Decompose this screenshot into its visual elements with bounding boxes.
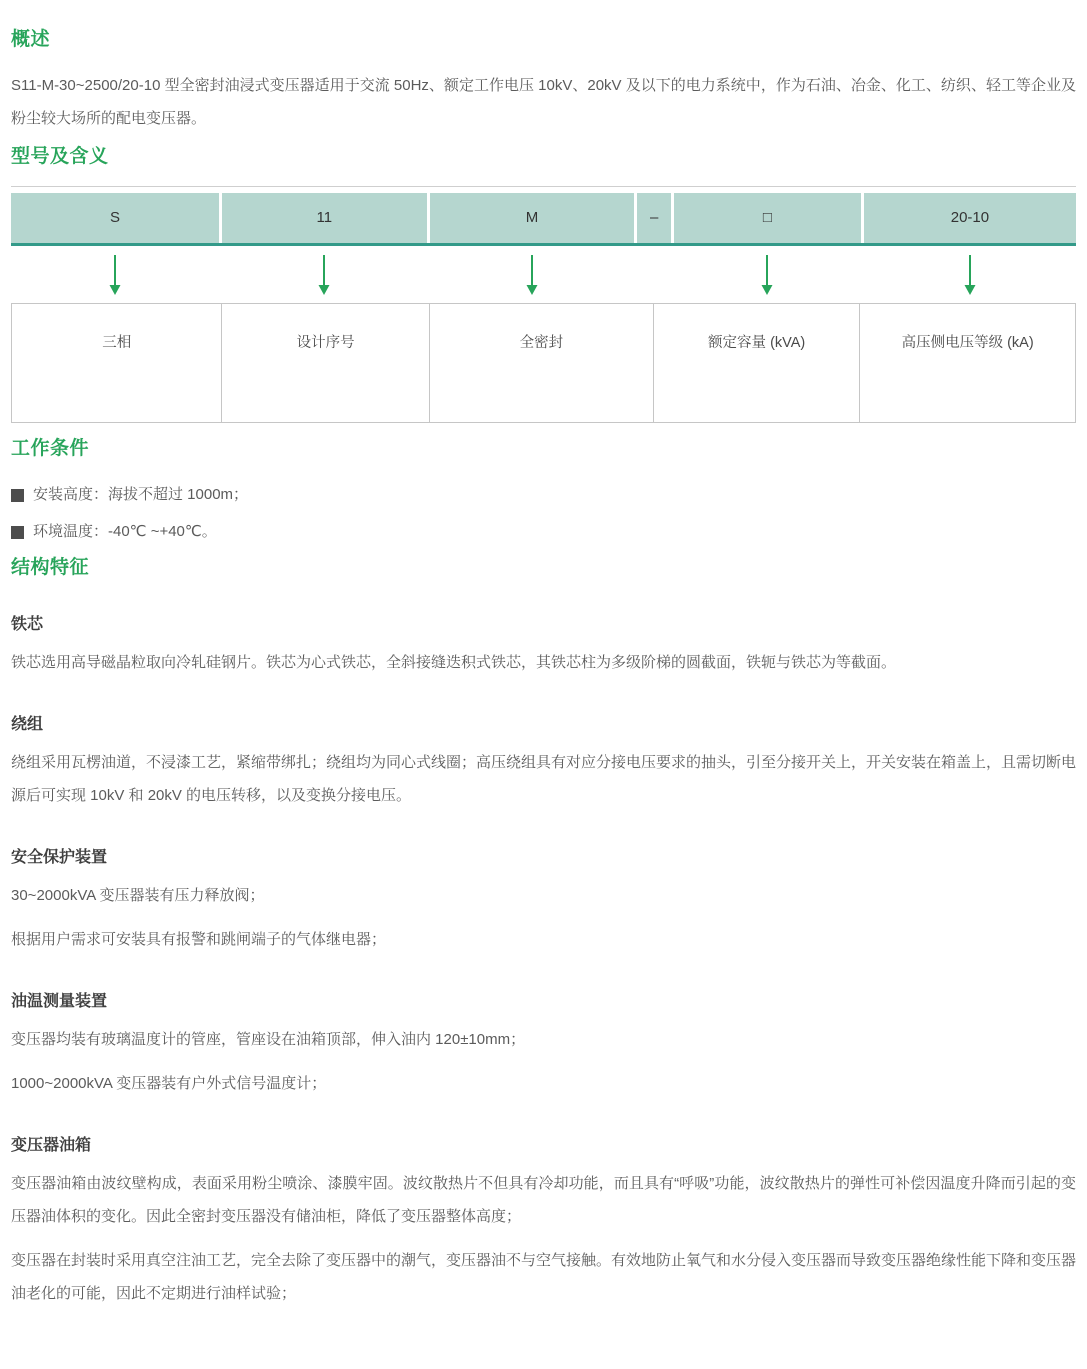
section-title-safety-protection: 安全保护装置	[11, 849, 108, 866]
model-label-three-phase: 三相	[12, 304, 222, 422]
working-condition-item	[11, 515, 1076, 549]
section-paragraph: 绕组采用瓦楞油道，不浸漆工艺，紧缩带绑扎；绕组均为同心式线圈；高压绕组具有对应分接电压要求的抽头，引至分接开关上，开关安装在箱盖上，且需切断电源后可实现 10kV 和 20kV 的电压转移，以及变换分接电压。	[11, 754, 1077, 804]
model-code-s: S	[11, 193, 219, 243]
model-label-fully-sealed: 全密封	[430, 304, 654, 422]
model-arrow-row	[11, 246, 1076, 303]
structure-heading: 结构特征	[11, 557, 90, 578]
model-designation-table	[11, 186, 1076, 423]
section-paragraph: 30~2000kVA 变压器装有压力释放阀；	[11, 887, 265, 904]
model-label-rated-capacity: 额定容量 (kVA)	[654, 304, 860, 422]
model-code-m: M	[430, 193, 635, 243]
arrow-spacer	[637, 246, 671, 303]
section-title-iron-core: 铁芯	[11, 616, 44, 633]
model-code-box: □	[674, 193, 861, 243]
section-paragraph: 根据用户需求可安装具有报警和跳闸端子的气体继电器；	[11, 931, 387, 948]
model-label-row	[11, 303, 1076, 423]
model-label-hv-voltage-class: 高压侧电压等级 (kA)	[901, 335, 1034, 351]
section-title-oil-tank: 变压器油箱	[11, 1137, 92, 1154]
model-heading: 型号及含义	[11, 146, 109, 167]
working-conditions-heading: 工作条件	[11, 438, 90, 459]
down-arrow-icon	[674, 246, 861, 303]
square-bullet-icon	[11, 526, 24, 539]
working-condition-text: 安装高度：海拔不超过 1000m；	[33, 486, 249, 503]
down-arrow-icon	[222, 246, 427, 303]
down-arrow-icon	[864, 246, 1076, 303]
model-code-2010: 20-10	[864, 193, 1076, 243]
working-condition-item	[11, 478, 1076, 512]
section-paragraph: 变压器均装有玻璃温度计的管座，管座设在油箱顶部，伸入油内 120±10mm；	[11, 1031, 526, 1048]
model-code-row	[11, 193, 1076, 246]
square-bullet-icon	[11, 489, 24, 502]
section-paragraph: 1000~2000kVA 变压器装有户外式信号温度计；	[11, 1075, 327, 1092]
overview-heading: 概述	[11, 29, 51, 50]
down-arrow-icon	[11, 246, 219, 303]
model-label-design-serial: 设计序号	[222, 304, 429, 422]
model-code-dash: –	[637, 193, 671, 243]
table-top-divider	[11, 186, 1076, 187]
section-paragraph: 变压器油箱由波纹壁构成，表面采用粉尘喷涂、漆膜牢固。波纹散热片不但具有冷却功能，而且具有“呼吸”功能，波纹散热片的弹性可补偿因温度升降而引起的变压器油体积的变化。因此全密封变压器没有储油柜，降低了变压器整体高度；	[11, 1175, 1076, 1225]
overview-paragraph: S11-M-30~2500/20-10 型全密封油浸式变压器适用于交流 50Hz、额定工作电压 10kV、20kV 及以下的电力系统中，作为石油、冶金、化工、纺织、轻工等企业及粉尘较大场所的配电变压器。	[11, 77, 1076, 127]
section-paragraph: 变压器在封装时采用真空注油工艺，完全去除了变压器中的潮气，变压器油不与空气接触。有效地防止氧气和水分侵入变压器而导致变压器绝缘性能下降和变压器油老化的可能，因此不定期进行油样试验；	[11, 1252, 1077, 1302]
model-code-11: 11	[222, 193, 427, 243]
section-title-winding: 绕组	[11, 716, 44, 733]
down-arrow-icon	[430, 246, 635, 303]
section-paragraph: 铁芯选用高导磁晶粒取向冷轧硅钢片。铁芯为心式铁芯，全斜接缝迭积式铁芯，其铁芯柱为多级阶梯的圆截面，铁轭与铁芯为等截面。	[11, 654, 897, 671]
working-condition-text: 环境温度：-40℃ ~+40℃。	[33, 523, 217, 540]
section-title-oil-temperature: 油温测量装置	[11, 993, 108, 1010]
